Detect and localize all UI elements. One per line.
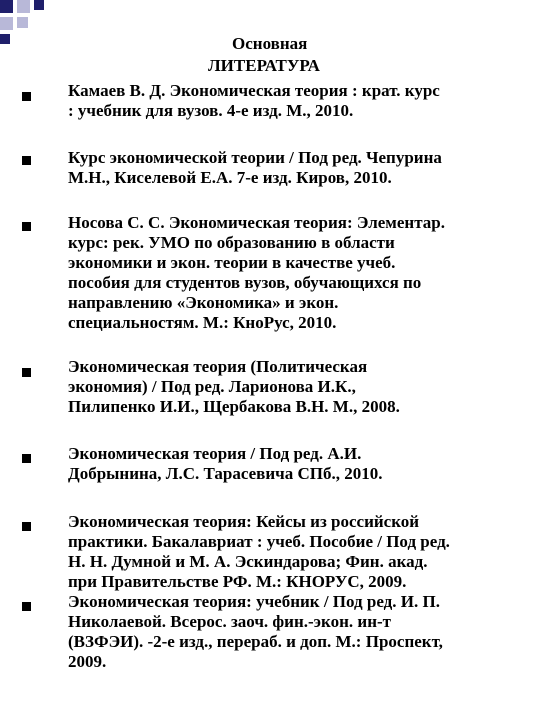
reference-text: Камаев В. Д. Экономическая теория : крат. курс : учебник для вузов. 4-е изд. М., 2010. xyxy=(68,81,440,120)
reference-text: Носова С. С. Экономическая теория: Элементар. курс: рек. УМО по образованию в области экономики и экон. теории в качестве учеб. пособия для студентов вузов, обучающихся по направлению «Экономика» и экон. специальностям. М.: КноРус, 2010. xyxy=(68,213,445,332)
reference-text: Экономическая теория / Под ред. А.И. Добрынина, Л.С. Тарасевича СПб., 2010. xyxy=(68,444,383,483)
square-bullet-icon xyxy=(22,368,31,377)
square-bullet-icon xyxy=(22,522,31,531)
title-line-main: Основная xyxy=(232,34,308,53)
reference-text: Экономическая теория: Кейсы из российской практики. Бакалавриат : учеб. Пособие / Под ред. Н. Н. Думной и М. А. Эскиндарова; Фин. акад. при Правительстве РФ. М.: КНОРУС, 2009. xyxy=(68,512,450,591)
reference-text: Экономическая теория (Политическая экономия) / Под ред. Ларионова И.К., Пилипенко И.И., Щербакова В.Н. М., 2008. xyxy=(68,357,400,416)
square-bullet-icon xyxy=(22,454,31,463)
square-bullet-icon xyxy=(22,92,31,101)
square-bullet-icon xyxy=(22,602,31,611)
title-line-literature: ЛИТЕРАТУРА xyxy=(208,56,320,75)
reference-text: Курс экономической теории / Под ред. Чепурина М.Н., Киселевой Е.А. 7-е изд. Киров, 2010. xyxy=(68,148,442,187)
reference-text: Экономическая теория: учебник / Под ред. И. П. Николаевой. Всерос. заоч. фин.-экон. ин-т (ВЗФЭИ). -2-е изд., перераб. и доп. М.: Проспект, 2009. xyxy=(68,592,443,671)
square-bullet-icon xyxy=(22,156,31,165)
square-bullet-icon xyxy=(22,222,31,231)
